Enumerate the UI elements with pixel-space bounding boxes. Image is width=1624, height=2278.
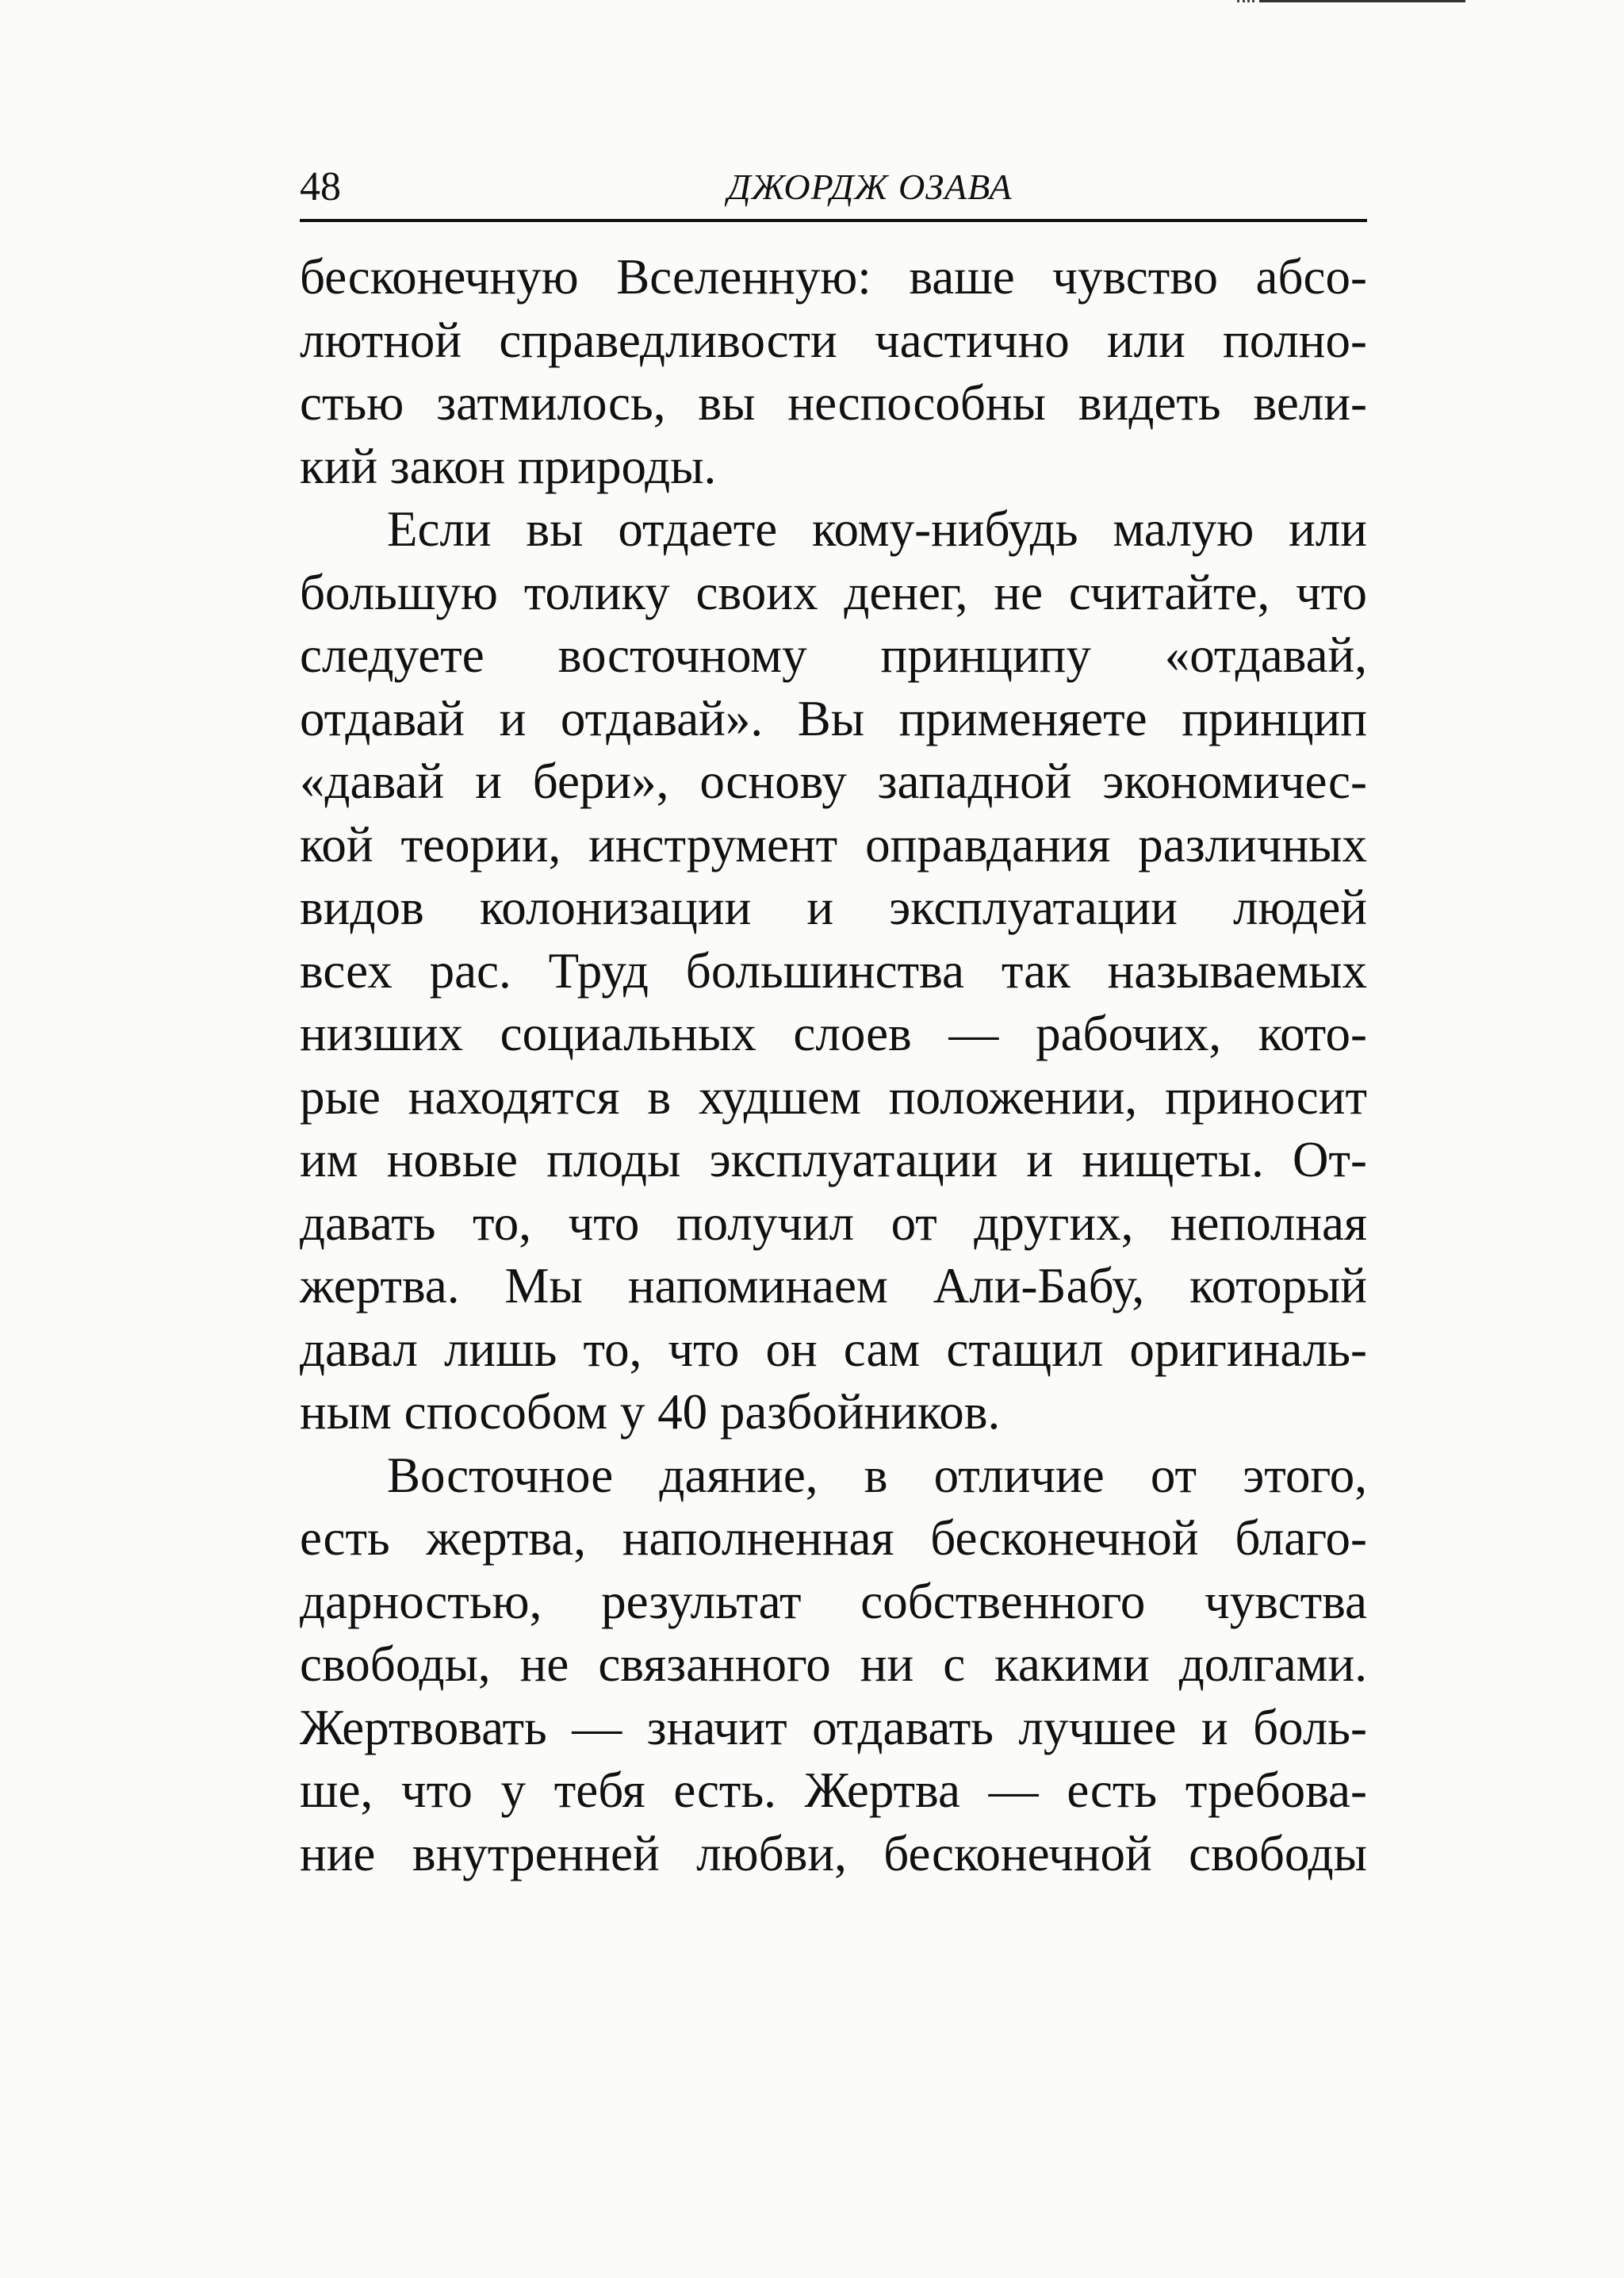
text-line: кой теории, инструмент оправдания различных bbox=[300, 816, 1367, 872]
text-line: кий закон природы. bbox=[300, 438, 717, 494]
text-line: Восточное даяние, в отличие от этого, bbox=[387, 1447, 1367, 1503]
text-line: бесконечную Вселенную: ваше чувство абсо- bbox=[300, 249, 1367, 305]
page-number: 48 bbox=[300, 164, 341, 209]
page-header bbox=[300, 163, 1367, 222]
text-line: стью затмилось, вы неспособны видеть вели- bbox=[300, 375, 1367, 431]
text-line: следуете восточному принципу «отдавай, bbox=[300, 627, 1367, 683]
text-line: лютной справедливости частично или полно- bbox=[300, 312, 1367, 368]
text-line: дарностью, результат собственного чувства bbox=[300, 1573, 1367, 1629]
text-line: ше, что у тебя есть. Жертва — есть требова- bbox=[300, 1762, 1367, 1818]
text-line: давал лишь то, что он сам стащил оригиналь- bbox=[300, 1321, 1367, 1377]
text-line: свободы, не связанного ни с какими долгами. bbox=[300, 1636, 1367, 1692]
text-line: Если вы отдаете кому-нибудь малую или bbox=[387, 501, 1367, 557]
body-text bbox=[300, 246, 1367, 1885]
text-line: жертва. Мы напоминаем Али-Бабу, который bbox=[300, 1258, 1367, 1313]
text-line: Жертвовать — значит отдавать лучшее и боль- bbox=[300, 1699, 1367, 1755]
text-line: видов колонизации и эксплуатации людей bbox=[300, 880, 1367, 935]
text-line: всех рас. Труд большинства так называемых bbox=[300, 942, 1367, 999]
text-line: ние внутренней любви, бесконечной свободы bbox=[300, 1825, 1367, 1881]
text-line: большую толику своих денег, не считайте, что bbox=[300, 564, 1367, 620]
text-line: есть жертва, наполненная бесконечной благо- bbox=[300, 1510, 1367, 1566]
text-line: им новые плоды эксплуатации и нищеты. От- bbox=[300, 1132, 1367, 1187]
text-line: ным способом у 40 разбойников. bbox=[300, 1384, 1001, 1440]
scan-edge-line bbox=[1259, 0, 1465, 2]
running-head: ДЖОРДЖ ОЗАВА bbox=[727, 167, 1013, 207]
text-line: давать то, что получил от других, неполная bbox=[300, 1195, 1367, 1251]
text-line: отдавай и отдавай». Вы применяете принцип bbox=[300, 690, 1367, 746]
text-line: рые находятся в худшем положении, приносит bbox=[300, 1068, 1367, 1125]
scan-edge-dots bbox=[1237, 0, 1254, 2]
text-line: низших социальных слоев — рабочих, кото- bbox=[300, 1006, 1367, 1061]
text-line: «давай и бери», основу западной экономичес- bbox=[300, 754, 1367, 809]
